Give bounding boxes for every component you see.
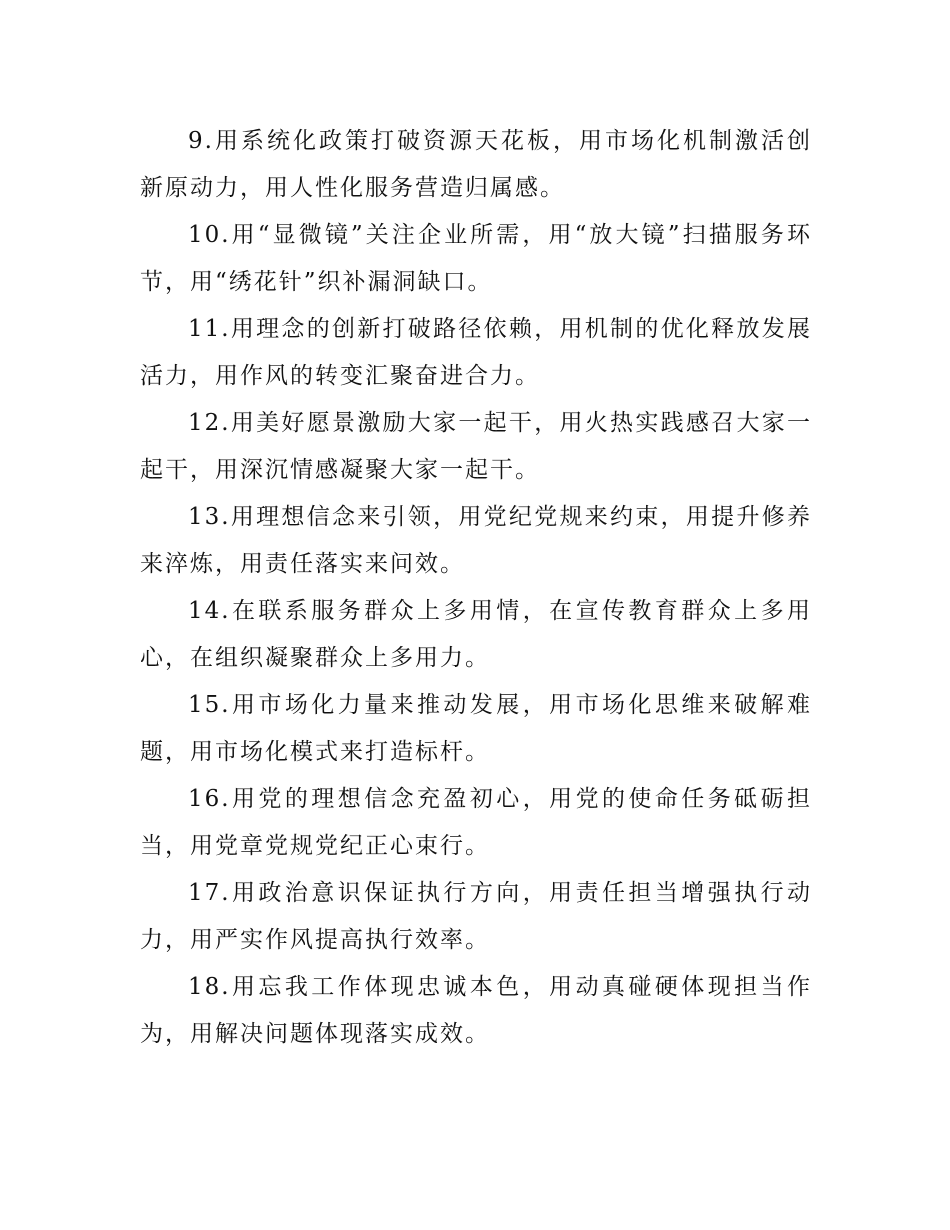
document-page <box>140 118 812 1058</box>
paragraph-17: 17.用政治意识保证执行方向，用责任担当增强执行动力，用严实作风提高执行效率。 <box>140 880 812 953</box>
paragraph-18: 18.用忘我工作体现忠诚本色，用动真碰硬体现担当作为，用解决问题体现落实成效。 <box>140 974 812 1047</box>
paragraph-12: 12.用美好愿景激励大家一起干，用火热实践感召大家一起干，用深沉情感凝聚大家一起干。 <box>140 410 812 483</box>
paragraph-10: 10.用“显微镜”关注企业所需，用“放大镜”扫描服务环节，用“绣花针”织补漏洞缺口。 <box>140 222 812 295</box>
paragraph-14: 14.在联系服务群众上多用情，在宣传教育群众上多用心，在组织凝聚群众上多用力。 <box>140 598 812 671</box>
paragraph-11: 11.用理念的创新打破路径依赖，用机制的优化释放发展活力，用作风的转变汇聚奋进合力。 <box>140 316 812 389</box>
paragraph-13: 13.用理想信念来引领，用党纪党规来约束，用提升修养来淬炼，用责任落实来问效。 <box>140 504 812 577</box>
paragraph-15: 15.用市场化力量来推动发展，用市场化思维来破解难题，用市场化模式来打造标杆。 <box>140 692 812 765</box>
paragraph-9: 9.用系统化政策打破资源天花板，用市场化机制激活创新原动力，用人性化服务营造归属感。 <box>140 128 812 201</box>
paragraph-16: 16.用党的理想信念充盈初心，用党的使命任务砥砺担当，用党章党规党纪正心束行。 <box>140 786 812 859</box>
